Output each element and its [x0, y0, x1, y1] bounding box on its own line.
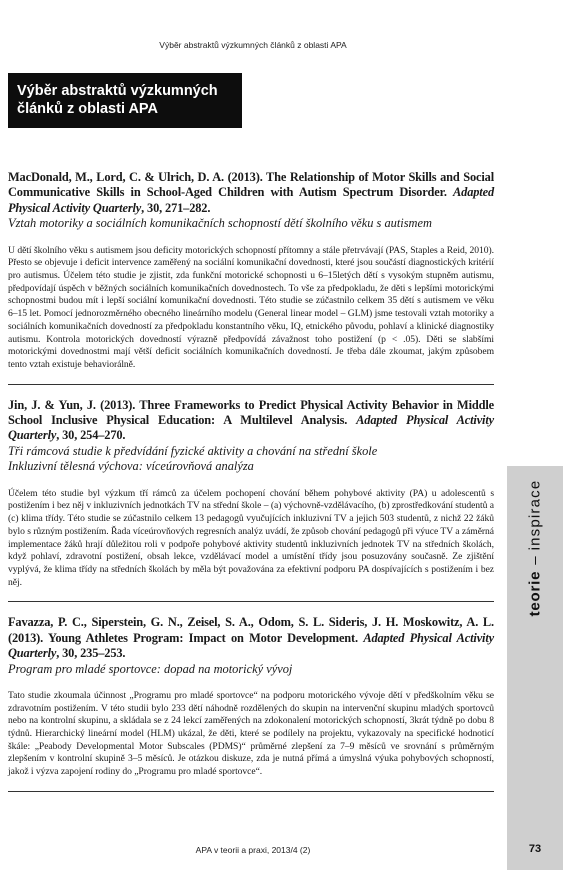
- article-2-abstract: Účelem této studie byl výzkum tří rámců za účelem pochopení chování během pohybové aktivity (PA) u adolescentů s postižením i bez něj v inkluzivních jednotkách TV na střední škole – (a) výchovně-vzdělávacího, (b) zprostředkování studentů a (c) klima třídy. Této studie se zúčastnilo celkem 13 pedagogů vyučujících inkluzivní TV a jejich 503 studentů, z nichž 22 žáků bylo s různým postižením. Řada víceúrovňových regresních analýz uvádí, že způsob chování pedagogů při výuce TV a záměrná implementace žáků hrají důležitou roli v podpoře pohybové aktivity studentů inkluzivních jednotek TV na středních školách, když pohlaví, zdravotní postižení, obsah lekce, vzdělávací model a umístění třídy jsou posuzovány současně. Ze zjištění vyplývá, že klima třídy na středních školách by měla být považována za efektivní podporu PA dospívajících s postižením i bez něj.: [8, 487, 494, 588]
- side-label-dash: –: [526, 556, 544, 565]
- article-1-abstract: U dětí školního věku s autismem jsou deficity motorických schopností přítomny a stále přetrvávají (PAS, Staples a Reid, 2010). Přesto se objevuje i deficit intervence zaměřený na sociální komunikační dovednosti, které jsou součástí diagnostických kritérií pro autismus. Účelem této studie je zjistit, zda funkční motorické schopnosti u 6–15letých dětí s vysokým stupněm autismu, předpovídají úspěch v běžných sociálních komunikačních dovednostech. To vše za předpokladu, že děti s lepšími motorickými schopnostmi budou mít i lepší sociální komunikační dovednosti. Této studie se zúčastnilo celkem 35 dětí s autismem ve věku 6–15 let. Pomocí jednorozměrného obecného lineárního modelu (General linear model – GLM) jsme testovali vztah motoriky a sociálních komunikačních dovedností za předpokladu konstantního věku, IQ, etnického původu, pohlaví a klinické diagnostiky autismu. Kontrola motorických dovedností výrazně předpovídá závažnost toho postižení (p < .05). Děti se slabšími motorickými dovednostmi mají větší deficit sociálních komunikačních dovedností. Je třeba dále zkoumat, jakým způsobem tento vztah existuje behaviorálně.: [8, 244, 494, 370]
- side-label-word1: teorie: [526, 570, 544, 617]
- article-1-reference: [8, 170, 494, 216]
- article-1-issue: , 30, 271–282.: [141, 200, 211, 215]
- article-3-abstract: Tato studie zkoumala účinnost „Programu pro mladé sportovce“ na podporu motorického vývoje dětí v předškolním věku se zdravotním postižením. V této studii bylo 233 dětí náhodně rozdělených do skupin na intervenční skupinu mladých sportovců nebo na kontrolní skupinu, a skládala se z 24 lekcí zaměřených na zdokonalení motorických schopností, 3krát týdně po dobu 8 týdnů. Hierarchický lineární model (HLM) ukázal, že děti, které se podílely na projektu, vykazovaly na specifické hodnoticí škále: „Peabody Developmental Motor Subscales (PDMS)“ průměrné zlepšení za 7–9 měsíců ve srovnání s průměrným zlepšením v kontrolní skupině 3–5 měsíců. Je otázkou diskuze, zda je nutná přímá a úmyslná výuka pohybových schopností, jakož i výzva zapojení rodiny do „Programu pro mladé sportovce“.: [8, 689, 494, 778]
- page-number: 73: [528, 843, 542, 855]
- side-section-label: [527, 480, 544, 617]
- article-3-ref-text: Favazza, P. C., Siperstein, G. N., Zeisel, S. A., Odom, S. L. Sideris, J. H. Moskowitz, A. L. (2013). Young Athletes Program: Impact on Motor Development.: [8, 615, 494, 645]
- side-label-word2: inspirace: [526, 479, 544, 551]
- main-content: [8, 170, 494, 805]
- article-1-czech-title: Vztah motoriky a sociálních komunikačních schopností dětí školního věku s autismem: [8, 216, 432, 231]
- article-3-reference: [8, 615, 494, 661]
- article-2: [8, 398, 494, 590]
- article-3-czech-title: Program pro mladé sportovce: dopad na motorický vývoj: [8, 661, 293, 676]
- article-2-journal: Adapted Physical Activity Quarterly: [8, 413, 494, 443]
- running-header: Výběr abstraktů výzkumných článků z oblasti APA: [159, 40, 347, 50]
- article-divider: [8, 384, 494, 385]
- article-3-journal: Adapted Physical Activity Quarterly: [8, 630, 494, 661]
- footer-journal-info: APA v teorii a praxi, 2013/4 (2): [195, 845, 311, 855]
- article-2-reference: [8, 398, 494, 444]
- section-title-box: Výběr abstraktů výzkumných článků z oblasti APA: [8, 73, 242, 128]
- article-2-issue: , 30, 254–270.: [56, 428, 126, 443]
- article-1-journal: Adapted Physical Activity Quarterly: [8, 185, 494, 215]
- article-2-ref-text: Jin, J. & Yun, J. (2013). Three Frameworks to Predict Physical Activity Behavior in Middle School Inclusive Physical Education: A Multilevel Analysis.: [8, 397, 494, 428]
- article-2-czech-subtitle: Inkluzivní tělesná výchova: víceúrovňová analýza: [8, 459, 254, 474]
- article-divider: [8, 791, 494, 792]
- article-3-issue: , 30, 235–253.: [56, 646, 126, 661]
- article-divider: [8, 601, 494, 602]
- article-2-czech-title: Tři rámcová studie k předvídání fyzické aktivity a chování na střední škole: [8, 443, 378, 458]
- article-3: [8, 615, 494, 779]
- article-1-ref-text: MacDonald, M., Lord, C. & Ulrich, D. A. (2013). The Relationship of Motor Skills and Social Communicative Skills in School-Aged Children with Autism Spectrum Disorder.: [8, 170, 494, 200]
- article-1: [8, 170, 494, 372]
